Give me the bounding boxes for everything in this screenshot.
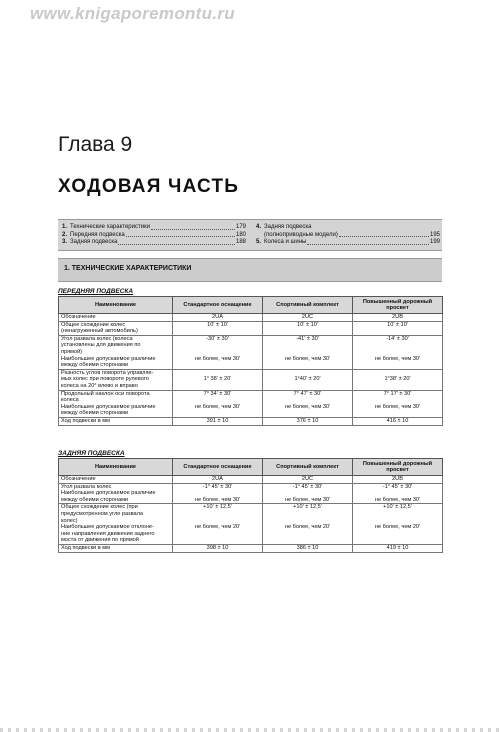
- front-suspension-heading: ПЕРЕДНЯЯ ПОДВЕСКА: [58, 288, 134, 295]
- toc-number: 3.: [62, 239, 68, 245]
- cell-line: не более, чем 30': [374, 496, 421, 503]
- value-cell: [263, 321, 353, 335]
- value-cell: [263, 504, 353, 545]
- cell-line: [355, 370, 440, 377]
- cell-line: [265, 383, 350, 390]
- cell-line: 386 ± 10: [296, 544, 319, 551]
- section-banner: [58, 258, 442, 282]
- cell-line: [175, 383, 260, 390]
- cell-line: [355, 410, 440, 417]
- cell-line: [265, 531, 350, 538]
- table-row: [59, 483, 443, 504]
- cell-line: [265, 511, 350, 518]
- cell-line: Обозначение: [61, 314, 96, 320]
- toc-leader: [339, 236, 429, 237]
- cell-line: [265, 410, 350, 417]
- cell-line: [355, 511, 440, 518]
- cell-line: Угол развала колес: [61, 483, 112, 490]
- parameter-cell: [59, 417, 173, 425]
- cell-line: [265, 490, 350, 497]
- toc-text: Колеса и шины: [264, 239, 307, 245]
- cell-line: 7° 47' ± 30': [293, 390, 322, 397]
- value-cell: [263, 369, 353, 390]
- cell-line: Разность углов поворота управляе-: [61, 369, 154, 376]
- chapter-title: ХОДОВАЯ ЧАСТЬ: [58, 176, 240, 197]
- toc-item[interactable]: [256, 224, 440, 232]
- toc-item[interactable]: [256, 239, 440, 247]
- cell-line: [265, 537, 350, 544]
- page-bottom-edge: [0, 728, 500, 732]
- cell-line: прямой): [61, 348, 83, 355]
- value-cell: [173, 544, 263, 552]
- toc-text: (полноприводные модели): [264, 231, 338, 238]
- cell-line: [355, 328, 440, 335]
- column-header: Повышенный дорожный просвет: [353, 297, 443, 314]
- cell-line: Наибольшее допускаемое различие: [61, 355, 156, 362]
- column-header: Наименование: [59, 459, 173, 476]
- value-cell: [173, 321, 263, 335]
- cell-line: [265, 362, 350, 369]
- value-cell: [353, 417, 443, 425]
- cell-line: [265, 342, 350, 349]
- table-row: [59, 369, 443, 390]
- cell-line: Наибольшее допускаемое различие: [61, 403, 156, 410]
- cell-line: не более, чем 20': [374, 524, 421, 531]
- value-cell: [353, 544, 443, 552]
- table-header-row: [59, 459, 443, 476]
- cell-line: [355, 397, 440, 404]
- value-cell: [173, 476, 263, 484]
- value-cell: [263, 417, 353, 425]
- site-watermark: www.knigaporemontu.ru: [30, 4, 235, 23]
- cell-line: между обеими сторонами: [61, 362, 129, 369]
- cell-line: Ход подвески в мм: [61, 417, 110, 424]
- cell-line: [175, 410, 260, 417]
- cell-line: [355, 383, 440, 390]
- cell-line: 2UC: [301, 314, 314, 320]
- column-header: Стандартное оснащение: [173, 297, 263, 314]
- cell-line: 7° 34' ± 30': [203, 390, 232, 397]
- cell-line: -1° 45' ± 30': [202, 483, 233, 490]
- toc-number: 5.: [256, 239, 262, 245]
- cell-line: -41' ± 30': [296, 335, 319, 342]
- cell-line: [175, 370, 260, 377]
- table-row: [59, 476, 443, 484]
- toc-right-column: [256, 224, 440, 247]
- table-row: [59, 390, 443, 417]
- table-row: [59, 417, 443, 425]
- toc-page: 180: [235, 231, 246, 238]
- cell-line: Обозначение: [61, 476, 96, 482]
- toc-page: 188: [235, 239, 246, 245]
- cell-line: 1° 38' ± 20': [203, 376, 232, 383]
- value-cell: [353, 314, 443, 322]
- cell-line: [175, 490, 260, 497]
- toc-number: 4.: [256, 224, 262, 230]
- toc-leader: [307, 244, 429, 245]
- cell-line: Ход подвески в мм: [61, 544, 110, 551]
- toc-text: Задняя подвеска: [70, 239, 118, 245]
- parameter-cell: [59, 321, 173, 335]
- cell-line: не более, чем 30': [374, 403, 421, 410]
- cell-line: Общее схождение колес: [61, 321, 126, 328]
- toc-page: 195: [429, 231, 440, 238]
- table-row: [59, 544, 443, 552]
- cell-line: [265, 370, 350, 377]
- parameter-cell: [59, 314, 173, 322]
- toc-text: Передняя подвеска: [70, 231, 125, 238]
- parameter-cell: [59, 483, 173, 504]
- cell-line: 419 ± 10: [386, 544, 409, 551]
- value-cell: [263, 544, 353, 552]
- parameter-cell: [59, 476, 173, 484]
- toc-item[interactable]: [62, 239, 246, 247]
- cell-line: 2UB: [392, 314, 403, 320]
- value-cell: [353, 369, 443, 390]
- cell-line: [175, 518, 260, 525]
- parameter-cell: [59, 504, 173, 545]
- value-cell: [173, 483, 263, 504]
- cell-line: [355, 531, 440, 538]
- cell-line: не более, чем 30': [284, 403, 331, 410]
- cell-line: 2UC: [301, 476, 314, 482]
- toc-text: Задняя подвеска: [264, 224, 312, 230]
- column-header: Стандартное оснащение: [173, 459, 263, 476]
- cell-line: 376 ± 10: [296, 417, 319, 424]
- cell-line: [175, 397, 260, 404]
- front-suspension-table: [58, 296, 443, 426]
- value-cell: [353, 483, 443, 504]
- cell-line: [265, 328, 350, 335]
- toc-leader: [126, 236, 235, 237]
- cell-line: +10' ± 12,5': [293, 504, 322, 511]
- value-cell: [263, 476, 353, 484]
- value-cell: [353, 504, 443, 545]
- column-header: Повышенный дорожный просвет: [353, 459, 443, 476]
- cell-line: Наибольшее допускаемое отклоне-: [61, 524, 154, 531]
- cell-line: 7° 17' ± 30': [383, 390, 412, 397]
- cell-line: мых колес при повороте рулевого: [61, 376, 149, 383]
- toc-item[interactable]: [256, 232, 440, 240]
- rear-suspension-heading: ЗАДНЯЯ ПОДВЕСКА: [58, 450, 125, 457]
- parameter-cell: [59, 335, 173, 369]
- column-header: Спортивный комплект: [263, 459, 353, 476]
- cell-line: между обеими сторонами: [61, 410, 129, 417]
- cell-line: установлены для движения по: [61, 342, 141, 349]
- cell-line: 10' ± 10': [207, 321, 228, 328]
- toc-item[interactable]: [62, 232, 246, 240]
- cell-line: Наибольшее допускаемое различие: [61, 490, 156, 497]
- value-cell: [263, 483, 353, 504]
- cell-line: 2UB: [392, 476, 403, 482]
- value-cell: [263, 314, 353, 322]
- cell-line: Продольный наклон оси поворота: [61, 390, 150, 397]
- chapter-label: Глава 9: [58, 133, 133, 156]
- value-cell: [173, 314, 263, 322]
- cell-line: [175, 349, 260, 356]
- cell-line: 416 ± 10: [386, 417, 409, 424]
- value-cell: [173, 417, 263, 425]
- table-row: [59, 314, 443, 322]
- cell-line: +10' ± 12,5': [383, 504, 412, 511]
- cell-line: [355, 518, 440, 525]
- cell-line: [175, 342, 260, 349]
- cell-line: +10' ± 12,5': [203, 504, 232, 511]
- toc-left-column: [62, 224, 246, 247]
- cell-line: [265, 518, 350, 525]
- cell-line: 2UA: [212, 314, 223, 320]
- cell-line: моста от движения по прямой: [61, 537, 139, 544]
- cell-line: [355, 349, 440, 356]
- parameter-cell: [59, 544, 173, 552]
- value-cell: [353, 321, 443, 335]
- toc-page: 179: [235, 224, 246, 230]
- value-cell: [173, 335, 263, 369]
- toc-text: Технические характеристики: [70, 224, 151, 230]
- cell-line: предусмотренном угле развала: [61, 510, 143, 517]
- cell-line: не более, чем 30': [284, 355, 331, 362]
- cell-line: 10' ± 10': [387, 321, 408, 328]
- cell-line: [175, 511, 260, 518]
- column-header: Спортивный комплект: [263, 297, 353, 314]
- cell-line: не более, чем 30': [194, 355, 241, 362]
- cell-line: 2UA: [212, 476, 223, 482]
- section-title: 1. ТЕХНИЧЕСКИЕ ХАРАКТЕРИСТИКИ: [64, 265, 192, 272]
- cell-line: 1°40' ± 20': [294, 376, 321, 383]
- cell-line: колеса на 20° влево и вправо: [61, 382, 138, 389]
- cell-line: между обеими сторонами: [61, 496, 129, 503]
- table-of-contents: [58, 219, 442, 251]
- toc-item[interactable]: [62, 224, 246, 232]
- cell-line: [175, 362, 260, 369]
- value-cell: [353, 335, 443, 369]
- cell-line: не более, чем 30': [284, 496, 331, 503]
- cell-line: ние направления движения заднего: [61, 530, 155, 537]
- cell-line: не более, чем 20': [194, 524, 241, 531]
- cell-line: 391 ± 10: [206, 417, 229, 424]
- cell-line: [265, 397, 350, 404]
- cell-line: [355, 490, 440, 497]
- cell-line: [175, 531, 260, 538]
- cell-line: не более, чем 30': [374, 355, 421, 362]
- parameter-cell: [59, 390, 173, 417]
- table-row: [59, 321, 443, 335]
- cell-line: [265, 349, 350, 356]
- table-row: [59, 335, 443, 369]
- value-cell: [263, 335, 353, 369]
- cell-line: 1°38' ± 20': [384, 376, 411, 383]
- value-cell: [173, 504, 263, 545]
- cell-line: Общее схождение колес (при: [61, 504, 138, 511]
- cell-line: -14' ± 30': [386, 335, 409, 342]
- cell-line: 398 ± 10: [206, 544, 229, 551]
- cell-line: 10' ± 10': [297, 321, 318, 328]
- toc-leader: [151, 229, 235, 230]
- toc-number: 2.: [62, 231, 68, 238]
- cell-line: не более, чем 20': [284, 524, 331, 531]
- cell-line: [175, 328, 260, 335]
- value-cell: [173, 369, 263, 390]
- cell-line: не более, чем 30': [194, 496, 241, 503]
- value-cell: [173, 390, 263, 417]
- value-cell: [263, 390, 353, 417]
- toc-leader: [118, 244, 235, 245]
- value-cell: [353, 390, 443, 417]
- table-row: [59, 504, 443, 545]
- toc-number: 1.: [62, 224, 68, 230]
- cell-line: -30' ± 30': [206, 335, 229, 342]
- toc-page: 199: [429, 239, 440, 245]
- value-cell: [353, 476, 443, 484]
- cell-line: колес): [61, 517, 78, 524]
- column-header: Наименование: [59, 297, 173, 314]
- table-header-row: [59, 297, 443, 314]
- cell-line: (ненагруженный автомобиль): [61, 328, 138, 335]
- cell-line: не более, чем 30': [194, 403, 241, 410]
- cell-line: колеса: [61, 397, 79, 404]
- cell-line: -1° 45' ± 30': [382, 483, 413, 490]
- cell-line: [355, 537, 440, 544]
- cell-line: [175, 537, 260, 544]
- rear-suspension-table: [58, 458, 443, 553]
- cell-line: -1° 45' ± 30': [292, 483, 323, 490]
- parameter-cell: [59, 369, 173, 390]
- cell-line: [355, 362, 440, 369]
- cell-line: Угол развала колес (колеса: [61, 335, 133, 342]
- cell-line: [355, 342, 440, 349]
